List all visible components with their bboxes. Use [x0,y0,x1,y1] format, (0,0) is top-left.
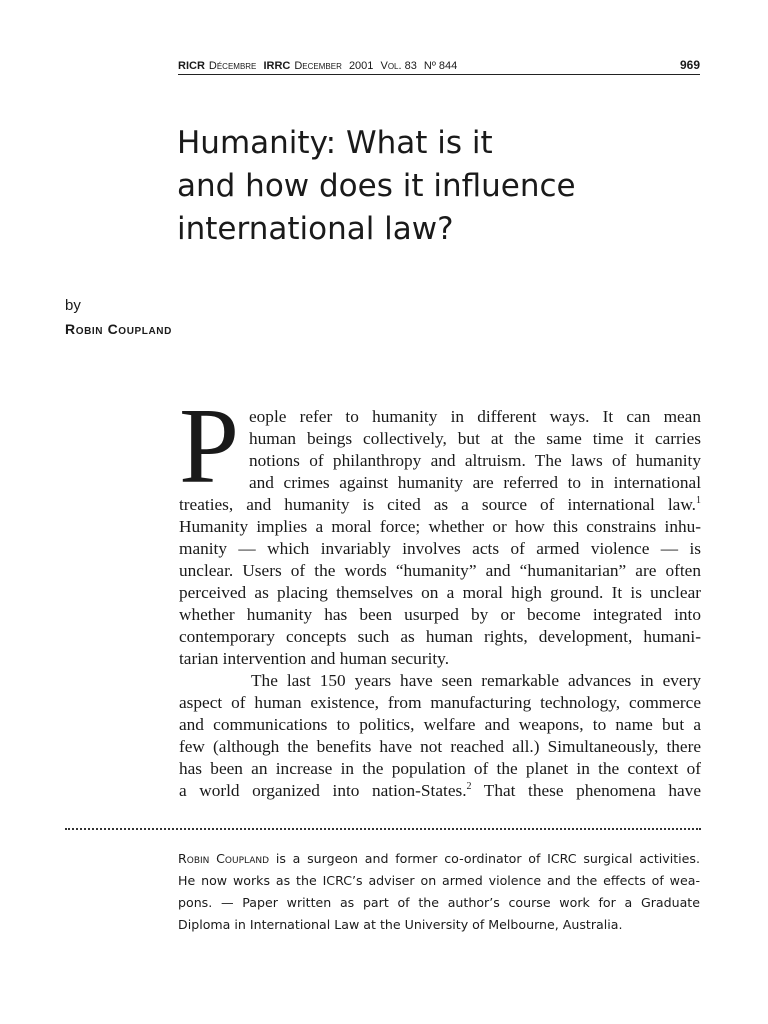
body-line: manity — which invariably involves acts of armed violence — is [179,539,701,558]
byline-author: Robin Coupland [65,321,172,337]
page-number: 969 [679,58,700,72]
body-line: eople refer to humanity in different ways. It can mean [249,407,701,426]
body-line: and communications to politics, welfare and weapons, to name but a [179,715,701,734]
journal-december: December [294,60,342,72]
footnote-ref: 2 [466,781,472,793]
body-line: and crimes against humanity are referred to in international [249,473,701,492]
body-line: perceived as placing themselves on a moral high ground. It is unclear [179,583,701,602]
byline-by: by [65,297,81,314]
footnote-line: Diploma in International Law at the University of Melbourne, Australia. [178,917,623,932]
body-line: has been an increase in the population of the planet in the context of [179,759,701,778]
footnote-text: is a surgeon and former co-ordinator of ICRC surgical activities. [269,851,700,866]
title-line: international law? [177,211,454,247]
journal-info [178,60,461,72]
title-line: Humanity: What is it [177,125,493,161]
footnote-line [178,848,700,870]
article-title [177,122,697,251]
running-header [178,58,700,75]
body-line: treaties, and humanity is cited as a source of international law. [179,495,696,514]
body-line: aspect of human existence, from manufacturing technology, commerce [179,693,701,712]
article-body [179,406,701,802]
body-line: contemporary concepts such as human rights, development, humani- [179,627,701,646]
body-line: tarian intervention and human security. [179,649,450,668]
footnote-divider [65,828,701,830]
body-line: human beings collectively, but at the same time it carries [249,429,701,448]
body-line: notions of philanthropy and altruism. The laws of humanity [249,451,701,470]
journal-ricr: RICR [178,60,205,72]
footnote-ref: 1 [696,495,701,507]
body-line-with-note [179,494,701,516]
title-line: and how does it influence [177,168,576,204]
journal-irrc: IRRC [263,60,291,72]
footnote-line: pons. — Paper written as part of the author’s course work for a Graduate [178,895,700,910]
journal-volume: Vol. 83 [380,60,417,72]
author-footnote [178,848,700,936]
footnote-line: He now works as the ICRC’s adviser on armed violence and the effects of wea- [178,873,700,888]
journal-issue: Nº 844 [423,60,458,72]
body-line: The last 150 years have seen remarkable advances in every [251,671,701,690]
body-line: Humanity implies a moral force; whether or how this constrains inhu- [179,517,701,536]
body-line: unclear. Users of the words “humanity” and “humanitarian” are often [179,561,701,580]
body-line-with-note [179,780,701,802]
body-line: whether humanity has been usurped by or become integrated into [179,605,701,624]
body-line: a world organized into nation-States.$^2$ That these phenomena have [179,781,701,800]
footnote-author: Robin Coupland [178,851,270,866]
body-line: few (although the benefits have not reached all.) Simultaneously, there [179,737,701,756]
journal-year: 2001 [348,60,374,72]
journal-decembre: Décembre [208,60,257,72]
drop-cap: P [179,387,240,506]
